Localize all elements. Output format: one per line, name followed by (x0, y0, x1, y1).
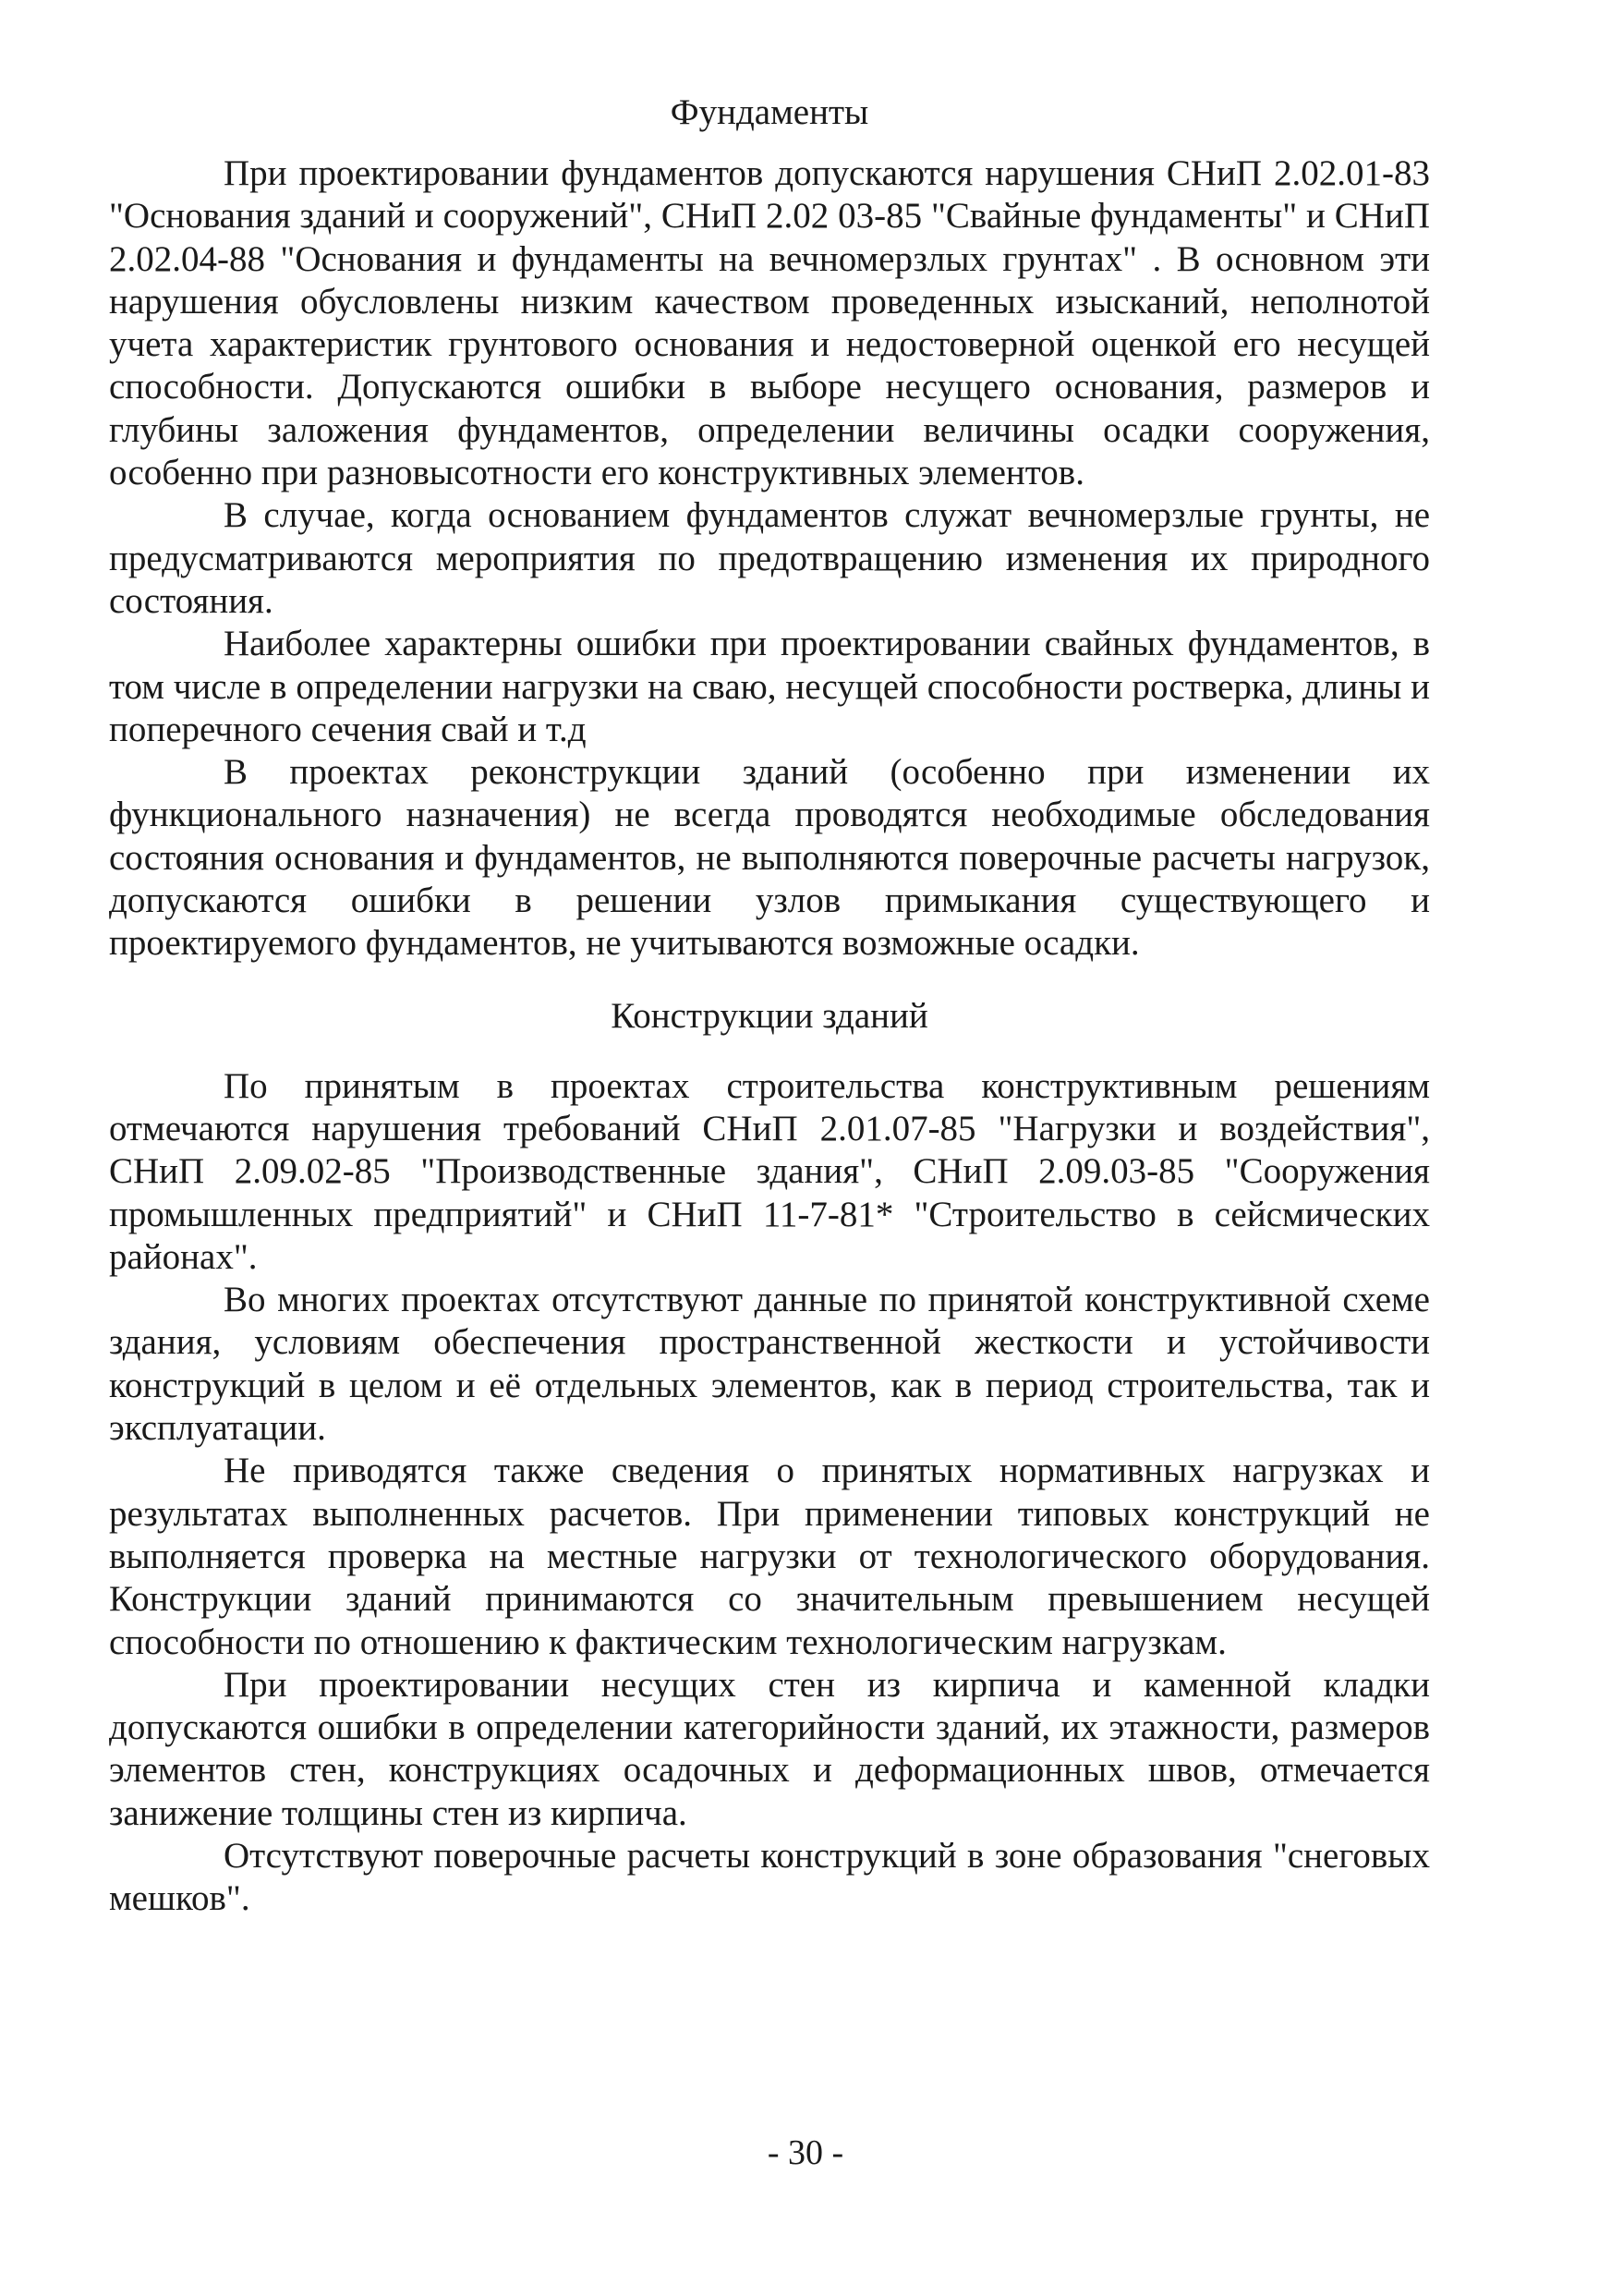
section-title-foundations: Фундаменты (670, 92, 869, 132)
paragraph: Отсутствуют поверочные расчеты конструкций в зоне образования "снеговых мешков". (109, 1835, 1430, 1919)
paragraph: В проектах реконструкции зданий (особенно при изменении их функционального назначения) не всегда проводятся необходимые обследования состояния основания и фундаментов, не выполняются поверочные расчеты нагрузок, допускаются ошибки в решении узлов примыкания существующего и проектируемого фундаментов, не учитываются возможные осадки. (109, 752, 1430, 964)
paragraph: Наиболее характерны ошибки при проектировании свайных фундаментов, в том числе в определении нагрузки на сваю, несущей способности ростверка, длины и поперечного сечения свай и т.д (109, 624, 1430, 749)
paragraph: В случае, когда основанием фундаментов служат вечномерзлые грунты, не предусматриваются мероприятия по предотвращению изменения их природного состояния. (109, 495, 1430, 621)
section-title-building-structures: Конструкции зданий (611, 995, 928, 1036)
paragraph: По принятым в проектах строительства конструктивным решениям отмечаются нарушения требований СНиП 2.01.07-85 "Нагрузки и воздействия", СНиП 2.09.02-85 "Производственные здания", СНиП 2.09.03-85 "Сооружения промышленных предприятий" и СНиП 11-7-81* "Строительство в сейсмических районах". (109, 1065, 1430, 1277)
page-number: - 30 - (767, 2133, 844, 2172)
paragraph: Не приводятся также сведения о принятых нормативных нагрузках и результатах выполненных расчетов. При применении типовых конструкций не выполняется проверка на местные нагрузки от технологического оборудования. Конструкции зданий принимаются со значительным превышением несущей способности по отношению к фактическим технологическим нагрузкам. (109, 1451, 1430, 1662)
paragraph: При проектировании несущих стен из кирпича и каменной кладки допускаются ошибки в определении категорийности зданий, их этажности, размеров элементов стен, конструкциях осадочных и деформационных швов, отмечается занижение толщины стен из кирпича. (109, 1664, 1430, 1833)
page-content (109, 88, 1430, 1921)
paragraph: Во многих проектах отсутствуют данные по принятой конструктивной схеме здания, условиям обеспечения пространственной жесткости и устойчивости конструкций в целом и её отдельных элементов, как в период строительства, так и эксплуатации. (109, 1280, 1430, 1449)
paragraph: При проектировании фундаментов допускаются нарушения СНиП 2.02.01-83 "Основания зданий и сооружений", СНиП 2.02 03-85 "Свайные фундаменты" и СНиП 2.02.04-88 "Основания и фундаменты на вечномерзлых грунтах" . В основном эти нарушения обусловлены низким качеством проведенных изысканий, неполнотой учета характеристик грунтового основания и недостоверной оценкой его несущей способности. Допускаются ошибки в выборе несущего основания, размеров и глубины заложения фундаментов, определении величины осадки сооружения, особенно при разновысотности его конструктивных элементов. (109, 153, 1430, 493)
